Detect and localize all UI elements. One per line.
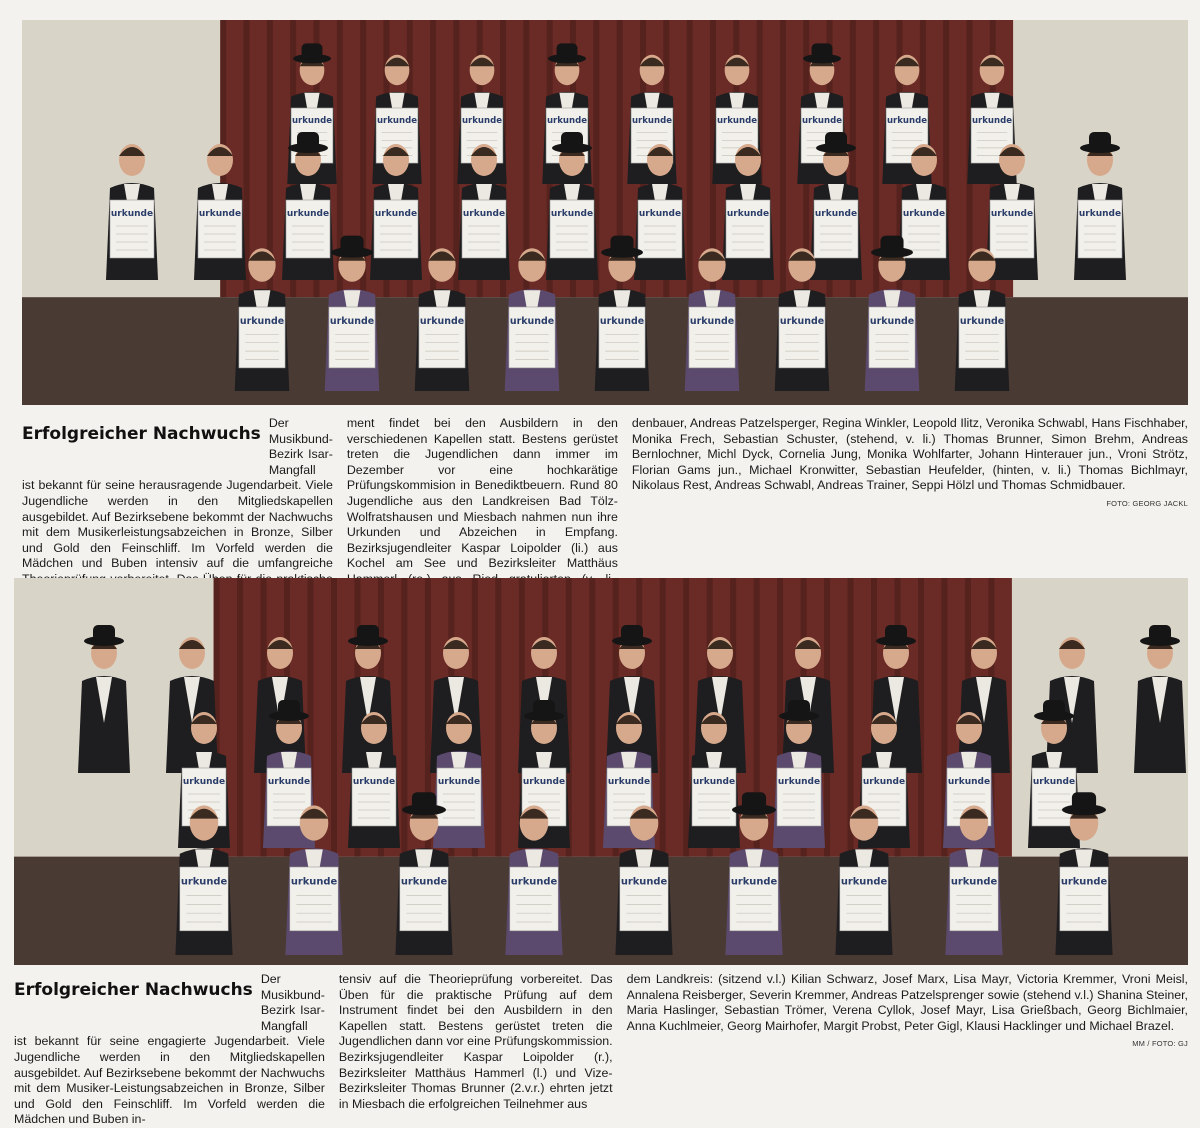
hat-crown — [340, 236, 363, 253]
hat-crown — [825, 132, 847, 148]
article-bottom — [14, 972, 1188, 1127]
certificate-label: urkunde — [814, 209, 858, 219]
article-top-headline: Erfolgreicher Nachwuchs — [22, 424, 261, 444]
hat-crown — [1149, 625, 1171, 641]
certificate-label: urkunde — [1060, 876, 1108, 888]
certificate-label: urkunde — [1032, 777, 1076, 787]
certificate-label: urkunde — [1078, 209, 1122, 219]
certificate-label: urkunde — [400, 876, 448, 888]
article-bottom-headline: Erfolgreicher Nachwuchs — [14, 980, 253, 1000]
certificate-label: urkunde — [198, 209, 242, 219]
curtain-fold — [780, 20, 786, 297]
group-photo-bottom-image — [14, 578, 1188, 965]
curtain-fold — [495, 578, 501, 857]
certificate-label: urkunde — [550, 209, 594, 219]
certificate-label: urkunde — [462, 209, 506, 219]
curtain-fold — [401, 578, 407, 857]
certificate-label: urkunde — [801, 116, 843, 127]
certificate-label: urkunde — [840, 876, 888, 888]
article-top-body-1: ist bekannt für seine herausragende Jugendarbeit. Viele Jugendliche werden in den Mitgliedskapellen ausgebildet. Auf Bezirksebene bekommt der Nachwuchs mit dem Musikerleistungsabzeichen in Bronze, Silber und Gold den Feinschliff. Im Vorfeld werden die Mädchen und Buben intensiv auf die umfangreiche — [22, 478, 333, 571]
article-bottom-column-3 — [627, 972, 1188, 1128]
hat-crown — [742, 792, 766, 810]
certificate-label: urkunde — [510, 876, 558, 888]
hat-crown — [561, 132, 583, 148]
certificate-label: urkunde — [419, 315, 465, 327]
article-bottom-column-2 — [339, 972, 613, 1128]
photo-scene — [14, 578, 1188, 965]
certificate-label: urkunde — [352, 777, 396, 787]
hat-crown — [93, 625, 115, 641]
certificate-label: urkunde — [730, 876, 778, 888]
certificate-label: urkunde — [286, 209, 330, 219]
certificate-label: urkunde — [437, 777, 481, 787]
article-top-body-2: ment findet bei den Ausbildern in den verschiedenen Kapellen statt. Bestens gerüstet treten die Jugendlichen dann immer im Dezember vor eine hochkarätige Prüfungskommision in Benediktbeuern. Rund 80 Jugendliche aus den Landkreisen Bad Tölz-Wolfratshausen und Miesbach nahmen nun ihre Urkunden und Abzeichen in Empfang. Bezirksjugendleiter Kaspar Loipolder (li.) aus Kochel am See und Bezirksleiter Matthäus — [346, 416, 618, 571]
hat-crown — [885, 625, 907, 641]
certificate-label: urkunde — [638, 209, 682, 219]
certificate-label: urkunde — [290, 876, 338, 888]
article-bottom-body-2: tensiv auf die Theorieprüfung vorbereitet. Das Üben für die praktische Prüfung auf dem Instrument findet bei den Ausbildern in den Kapellen statt. Bestens gerüstet treten die Jugendlichen dann vor eine Prüfungskommission. Bezirksjugendleiter Kaspar Loipolder (r.), Bezirksleiter Matthäus Hammerl (l.) und Vize-Bezirksleiter Thomas Brunner (2.v.r.) ehrten jetzt in Miesbach die erfolgreichen Teilnehmer aus — [338, 972, 613, 1111]
certificate-label: urkunde — [947, 777, 991, 787]
curtain-fold — [687, 20, 693, 297]
group-photo-top-image — [22, 20, 1188, 405]
certificate-label: urkunde — [902, 209, 946, 219]
certificate-label: urkunde — [777, 777, 821, 787]
certificate-label: urkunde — [291, 116, 333, 127]
hat-crown — [788, 700, 810, 716]
hat-crown — [278, 700, 300, 716]
curtain-fold — [331, 578, 337, 857]
certificate-label: urkunde — [329, 315, 375, 327]
article-bottom-body-1: ist bekannt für seine engagierte Jugendarbeit. Viele Jugendliche werden in den Mitgliedskapellen ausgebildet. Auf Bezirksebene bekommt der Nachwuchs mit dem Musiker-Leistungsabzeichen in Bronze, Silber und Gold den Feinschliff. Im Vorfeld werden die Mädchen und Buben in- — [14, 1034, 325, 1127]
certificate-label: urkunde — [959, 315, 1005, 327]
certificate-label: urkunde — [779, 315, 825, 327]
certificate-label: urkunde — [689, 315, 735, 327]
group-photo-bottom — [14, 578, 1188, 965]
curtain-fold — [237, 578, 243, 857]
article-top-photo-credit: FOTO: GEORG JACKL — [1106, 498, 1188, 508]
hat-crown — [357, 625, 379, 641]
article-top-column-3 — [632, 416, 1188, 603]
hat-crown — [610, 236, 633, 253]
certificate-label: urkunde — [509, 315, 555, 327]
article-top — [22, 416, 1188, 571]
hat-crown — [297, 132, 319, 148]
certificate-label: urkunde — [607, 777, 651, 787]
certificate-label: urkunde — [110, 209, 154, 219]
hat-crown — [1072, 792, 1096, 810]
hat-crown — [302, 43, 323, 58]
certificate-label: urkunde — [546, 116, 588, 127]
hat-crown — [812, 43, 833, 58]
certificate-label: urkunde — [716, 116, 758, 127]
certificate-label: urkunde — [180, 876, 228, 888]
group-photo-top — [22, 20, 1188, 405]
certificate-label: urkunde — [869, 315, 915, 327]
article-top-body-3: denbauer, Andreas Patzelsperger, Regina Winkler, Leopold Ilitz, Veronika Schwabl, Hans Fischhaber, Monika Frech, Sebastian Schuster, (stehend, v. li.) Thomas Brunner, Simon Brehm, Andreas Bernlochner, Michl Dyck, Cornelia Jung, Monika Wohlfarter, Johann Hinterauer jun., Vroni Strötz, Florian Gams jun., Michael Kronwitter, Sebastian Heufelder, (hinten, v. li.) Thomas Bichlmayr, Nikolaus Rest, Andreas Schwabl, Andreas Trainer, Seppi Hölzl und Thomas Schmidbauer. — [631, 416, 1188, 493]
hat-crown — [412, 792, 436, 810]
curtain-fold — [660, 578, 666, 857]
certificate-label: urkunde — [522, 777, 566, 787]
article-bottom-lead: Der Musikbund-Bezirk Isar-Mangfall — [260, 972, 325, 1033]
article-top-column-1 — [22, 416, 333, 603]
photo-scene — [22, 20, 1188, 405]
hat-crown — [1089, 132, 1111, 148]
hat-crown — [621, 625, 643, 641]
certificate-label: urkunde — [886, 116, 928, 127]
certificate-label: urkunde — [971, 116, 1013, 127]
certificate-label: urkunde — [620, 876, 668, 888]
hat-crown — [557, 43, 578, 58]
article-top-lead: Der Musikbund-Bezirk Isar-Mangfall — [268, 416, 333, 477]
certificate-label: urkunde — [631, 116, 673, 127]
certificate-label: urkunde — [374, 209, 418, 219]
article-bottom-column-1 — [14, 972, 325, 1128]
certificate-label: urkunde — [182, 777, 226, 787]
certificate-label: urkunde — [726, 209, 770, 219]
certificate-label: urkunde — [692, 777, 736, 787]
article-bottom-body-3: dem Landkreis: (sitzend v.l.) Kilian Schwarz, Josef Marx, Lisa Mayr, Victoria Kremmer, Vroni Meisl, Annalena Reisberger, Severin Kremmer, Andreas Patzelsprenger sowie (stehend v.l.) Shanina Steiner, Maria Haslinger, Sebastian Trömer, Verena Cyllok, Josef Mayr, Lisa Grießbach, Georg Bichlmaier, Anna Kuchlmeier, Georg Mairhofer, Margit Probst, Peter Gigl, Klausi Hacklinger und Michael Brazel. — [626, 972, 1188, 1033]
hat-crown — [533, 700, 555, 716]
hat-crown — [880, 236, 903, 253]
article-bottom-photo-credit: MM / FOTO: GJ — [1132, 1039, 1188, 1049]
certificate-label: urkunde — [599, 315, 645, 327]
curtain-fold — [683, 578, 689, 857]
certificate-label: urkunde — [376, 116, 418, 127]
curtain-fold — [589, 578, 595, 857]
article-top-column-2 — [347, 416, 618, 603]
certificate-label: urkunde — [461, 116, 503, 127]
hat-crown — [1043, 700, 1065, 716]
certificate-label: urkunde — [267, 777, 311, 787]
certificate-label: urkunde — [990, 209, 1034, 219]
certificate-label: urkunde — [950, 876, 998, 888]
certificate-label: urkunde — [239, 315, 285, 327]
certificate-label: urkunde — [862, 777, 906, 787]
